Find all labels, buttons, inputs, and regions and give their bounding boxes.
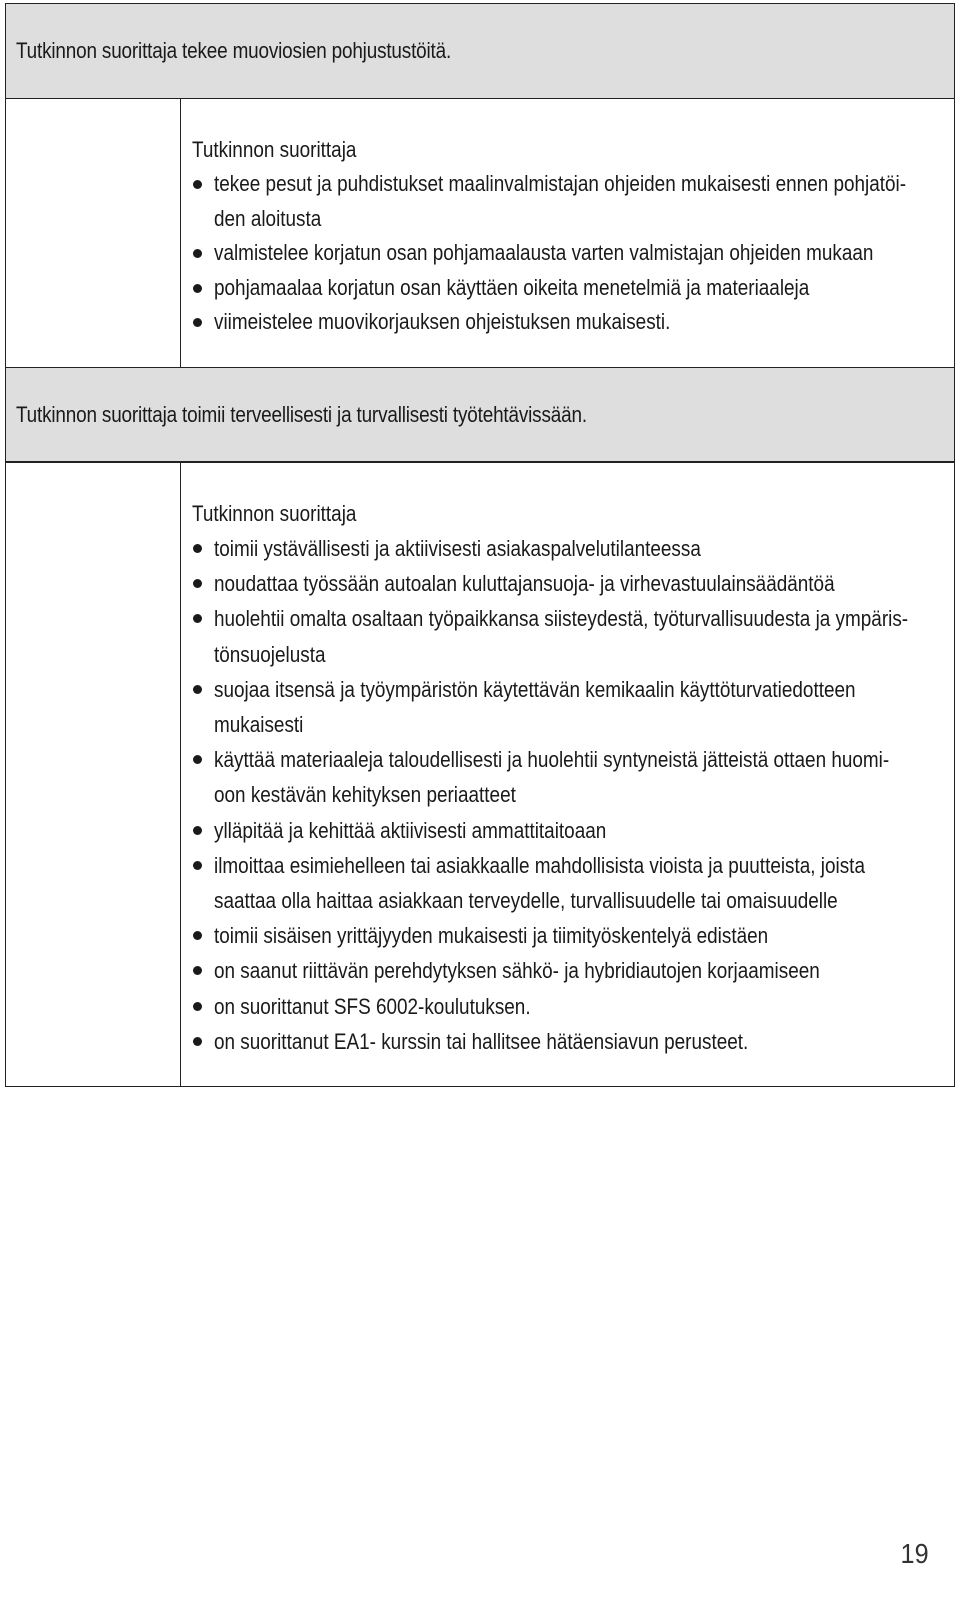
bullet-icon <box>193 826 202 835</box>
criteria-list <box>192 167 960 340</box>
list-item: valmistelee korjatun osan pohjamaalausta varten valmistajan ohjeiden mukaan <box>192 236 960 271</box>
empty-label-cell <box>6 463 181 1086</box>
bullet-icon <box>193 614 202 623</box>
criteria-table <box>5 3 955 1087</box>
bullet-icon <box>193 861 202 870</box>
section-header <box>6 367 954 462</box>
section-header <box>6 4 954 99</box>
section-content <box>6 462 954 1086</box>
bullet-icon <box>193 1037 202 1046</box>
criteria-intro: Tutkinnon suorittaja <box>192 501 357 526</box>
bullet-icon <box>193 249 202 258</box>
page-number: 19 <box>900 1538 929 1569</box>
list-item: tekee pesut ja puhdistukset maalinvalmistajan ohjeiden mukaisesti ennen pohjatöi- den aloitusta <box>192 167 960 236</box>
list-item: huolehtii omalta osaltaan työpaikkansa siisteydestä, työturvallisuudesta ja ympäris- tönsuojelusta <box>192 601 960 671</box>
bullet-icon <box>193 284 202 293</box>
bullet-icon <box>193 1002 202 1011</box>
bullet-icon <box>193 318 202 327</box>
list-item: käyttää materiaaleja taloudellisesti ja huolehtii syntyneistä jätteistä ottaen huomi- oon kestävän kehityksen periaatteet <box>192 742 960 812</box>
list-item: toimii ystävällisesti ja aktiivisesti asiakaspalvelutilanteessa <box>192 531 960 566</box>
list-item: on suorittanut EA1- kurssin tai hallitsee hätäensiavun perusteet. <box>192 1024 960 1059</box>
list-item: pohjamaalaa korjatun osan käyttäen oikeita menetelmiä ja materiaaleja <box>192 271 960 306</box>
list-item: toimii sisäisen yrittäjyyden mukaisesti ja tiimityöskentelyä edistäen <box>192 918 960 953</box>
bullet-icon <box>193 931 202 940</box>
list-item: viimeistelee muovikorjauksen ohjeistuksen mukaisesti. <box>192 305 960 340</box>
criteria-intro: Tutkinnon suorittaja <box>192 137 357 162</box>
bullet-icon <box>193 180 202 189</box>
bullet-icon <box>193 966 202 975</box>
bullet-icon <box>193 755 202 764</box>
bullet-icon <box>193 544 202 553</box>
bullet-icon <box>193 685 202 694</box>
empty-label-cell <box>6 99 181 367</box>
criteria-cell <box>181 99 960 367</box>
list-item: suojaa itsensä ja työympäristön käytettävän kemikaalin käyttöturvatiedotteen mukaisesti <box>192 672 960 742</box>
list-item: ylläpitää ja kehittää aktiivisesti ammattitaitoaan <box>192 813 960 848</box>
bullet-icon <box>193 579 202 588</box>
list-item: on suorittanut SFS 6002-koulutuksen. <box>192 989 960 1024</box>
section-title: Tutkinnon suorittaja toimii terveellisesti ja turvallisesti työtehtävissään. <box>16 401 587 427</box>
criteria-list <box>192 531 960 1059</box>
section-title: Tutkinnon suorittaja tekee muoviosien pohjustustöitä. <box>16 38 452 63</box>
list-item: on saanut riittävän perehdytyksen sähkö- ja hybridiautojen korjaamiseen <box>192 953 960 988</box>
list-item: noudattaa työssään autoalan kuluttajansuoja- ja virhevastuulainsäädäntöä <box>192 566 960 601</box>
list-item: ilmoittaa esimiehelleen tai asiakkaalle mahdollisista vioista ja puutteista, joista saattaa olla haittaa asiakkaan terveydelle, turvallisuudelle tai omaisuudelle <box>192 848 960 918</box>
section-content <box>6 99 954 367</box>
criteria-cell <box>181 463 960 1086</box>
